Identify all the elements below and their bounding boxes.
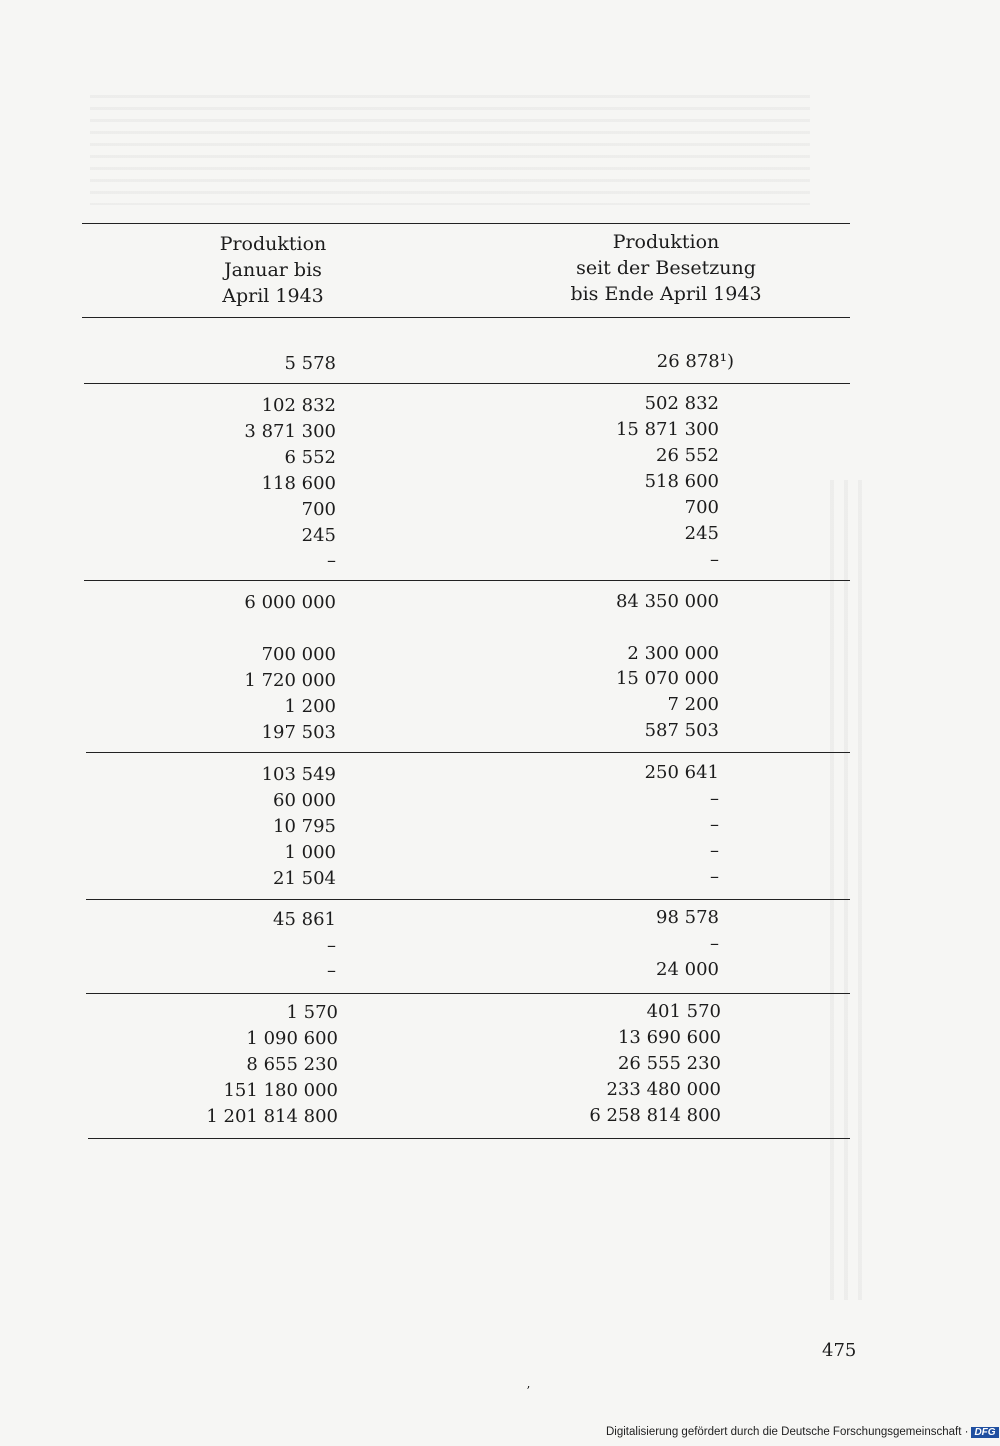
cell-since-occupation: 587 503 [644, 720, 719, 741]
cell-jan-apr-1943: 3 871 300 [244, 421, 336, 442]
cell-jan-apr-1943: 1 090 600 [246, 1028, 338, 1049]
cell-jan-apr-1943: 1 570 [286, 1002, 338, 1023]
header-line: Januar bis [224, 259, 322, 281]
section-rule [84, 580, 850, 581]
digitization-footer [606, 1426, 999, 1438]
cell-jan-apr-1943: 118 600 [261, 473, 336, 494]
cell-jan-apr-1943: 700 [301, 499, 336, 520]
cell-since-occupation: 24 000 [656, 959, 719, 980]
cell-since-occupation: 15 871 300 [615, 419, 719, 440]
cell-since-occupation: – [710, 866, 719, 887]
cell-since-occupation: 26 552 [656, 445, 719, 466]
cell-jan-apr-1943: 151 180 000 [223, 1080, 338, 1101]
cell-since-occupation: 2 300 000 [627, 643, 719, 664]
cell-jan-apr-1943: 103 549 [261, 764, 336, 785]
cell-since-occupation: 84 350 000 [615, 591, 719, 612]
header-line: bis Ende April 1943 [570, 283, 762, 305]
header-bottom-rule [82, 317, 850, 318]
cell-jan-apr-1943: 45 861 [273, 909, 336, 930]
cell-jan-apr-1943: 21 504 [273, 868, 336, 889]
cell-since-occupation: 250 641 [644, 762, 719, 783]
cell-since-occupation: – [710, 814, 719, 835]
cell-since-occupation: 401 570 [646, 1001, 721, 1022]
cell-jan-apr-1943: 245 [301, 525, 336, 546]
cell-since-occupation: 7 200 [667, 694, 719, 715]
cell-jan-apr-1943: 8 655 230 [246, 1054, 338, 1075]
footer-text: Digitalisierung gefördert durch die Deutsche Forschungsgemeinschaft · [606, 1426, 969, 1438]
cell-jan-apr-1943: 700 000 [261, 644, 336, 665]
column-header-since-occupation [536, 229, 796, 307]
header-line: Produktion [219, 233, 327, 255]
section-rule [84, 383, 850, 384]
table-bottom-rule [88, 1138, 850, 1139]
bleed-through-text-side [830, 480, 870, 1300]
cell-jan-apr-1943: 5 578 [284, 353, 336, 374]
cell-jan-apr-1943: 1 720 000 [244, 670, 336, 691]
cell-jan-apr-1943: – [327, 935, 336, 956]
cell-since-occupation: 15 070 000 [615, 668, 719, 689]
cell-since-occupation: 6 258 814 800 [589, 1105, 721, 1126]
cell-since-occupation: – [710, 840, 719, 861]
table-top-rule [82, 223, 850, 224]
cell-jan-apr-1943: 1 201 814 800 [206, 1106, 338, 1127]
cell-jan-apr-1943: 1 200 [284, 696, 336, 717]
column-header-january-april [173, 231, 373, 309]
cell-since-occupation: 700 [684, 497, 719, 518]
cell-since-occupation: 233 480 000 [606, 1079, 721, 1100]
cell-since-occupation: 13 690 600 [617, 1027, 721, 1048]
section-rule [86, 899, 850, 900]
cell-since-occupation: – [710, 788, 719, 809]
cell-jan-apr-1943: – [327, 960, 336, 981]
cell-since-occupation: 245 [684, 523, 719, 544]
header-line: seit der Besetzung [576, 257, 756, 279]
cell-jan-apr-1943: 102 832 [261, 395, 336, 416]
cell-jan-apr-1943: 60 000 [273, 790, 336, 811]
scan-mark: ʼ [526, 1384, 530, 1398]
dfg-logo-icon: DFG [971, 1427, 998, 1438]
cell-since-occupation: 502 832 [644, 393, 719, 414]
cell-jan-apr-1943: 197 503 [261, 722, 336, 743]
cell-jan-apr-1943: 10 795 [273, 816, 336, 837]
header-line: Produktion [612, 231, 720, 253]
cell-jan-apr-1943: 6 000 000 [244, 592, 336, 613]
cell-since-occupation: 518 600 [644, 471, 719, 492]
cell-since-occupation: 26 555 230 [617, 1053, 721, 1074]
cell-since-occupation: 98 578 [656, 907, 719, 928]
cell-since-occupation: 26 878¹) [656, 351, 734, 372]
cell-since-occupation: – [710, 933, 719, 954]
page-number: 475 [822, 1340, 857, 1361]
header-line: April 1943 [222, 285, 324, 307]
cell-jan-apr-1943: 6 552 [284, 447, 336, 468]
cell-since-occupation: – [710, 549, 719, 570]
section-rule [86, 993, 850, 994]
cell-jan-apr-1943: – [327, 550, 336, 571]
cell-jan-apr-1943: 1 000 [284, 842, 336, 863]
section-rule [86, 752, 850, 753]
bleed-through-text [90, 95, 810, 205]
